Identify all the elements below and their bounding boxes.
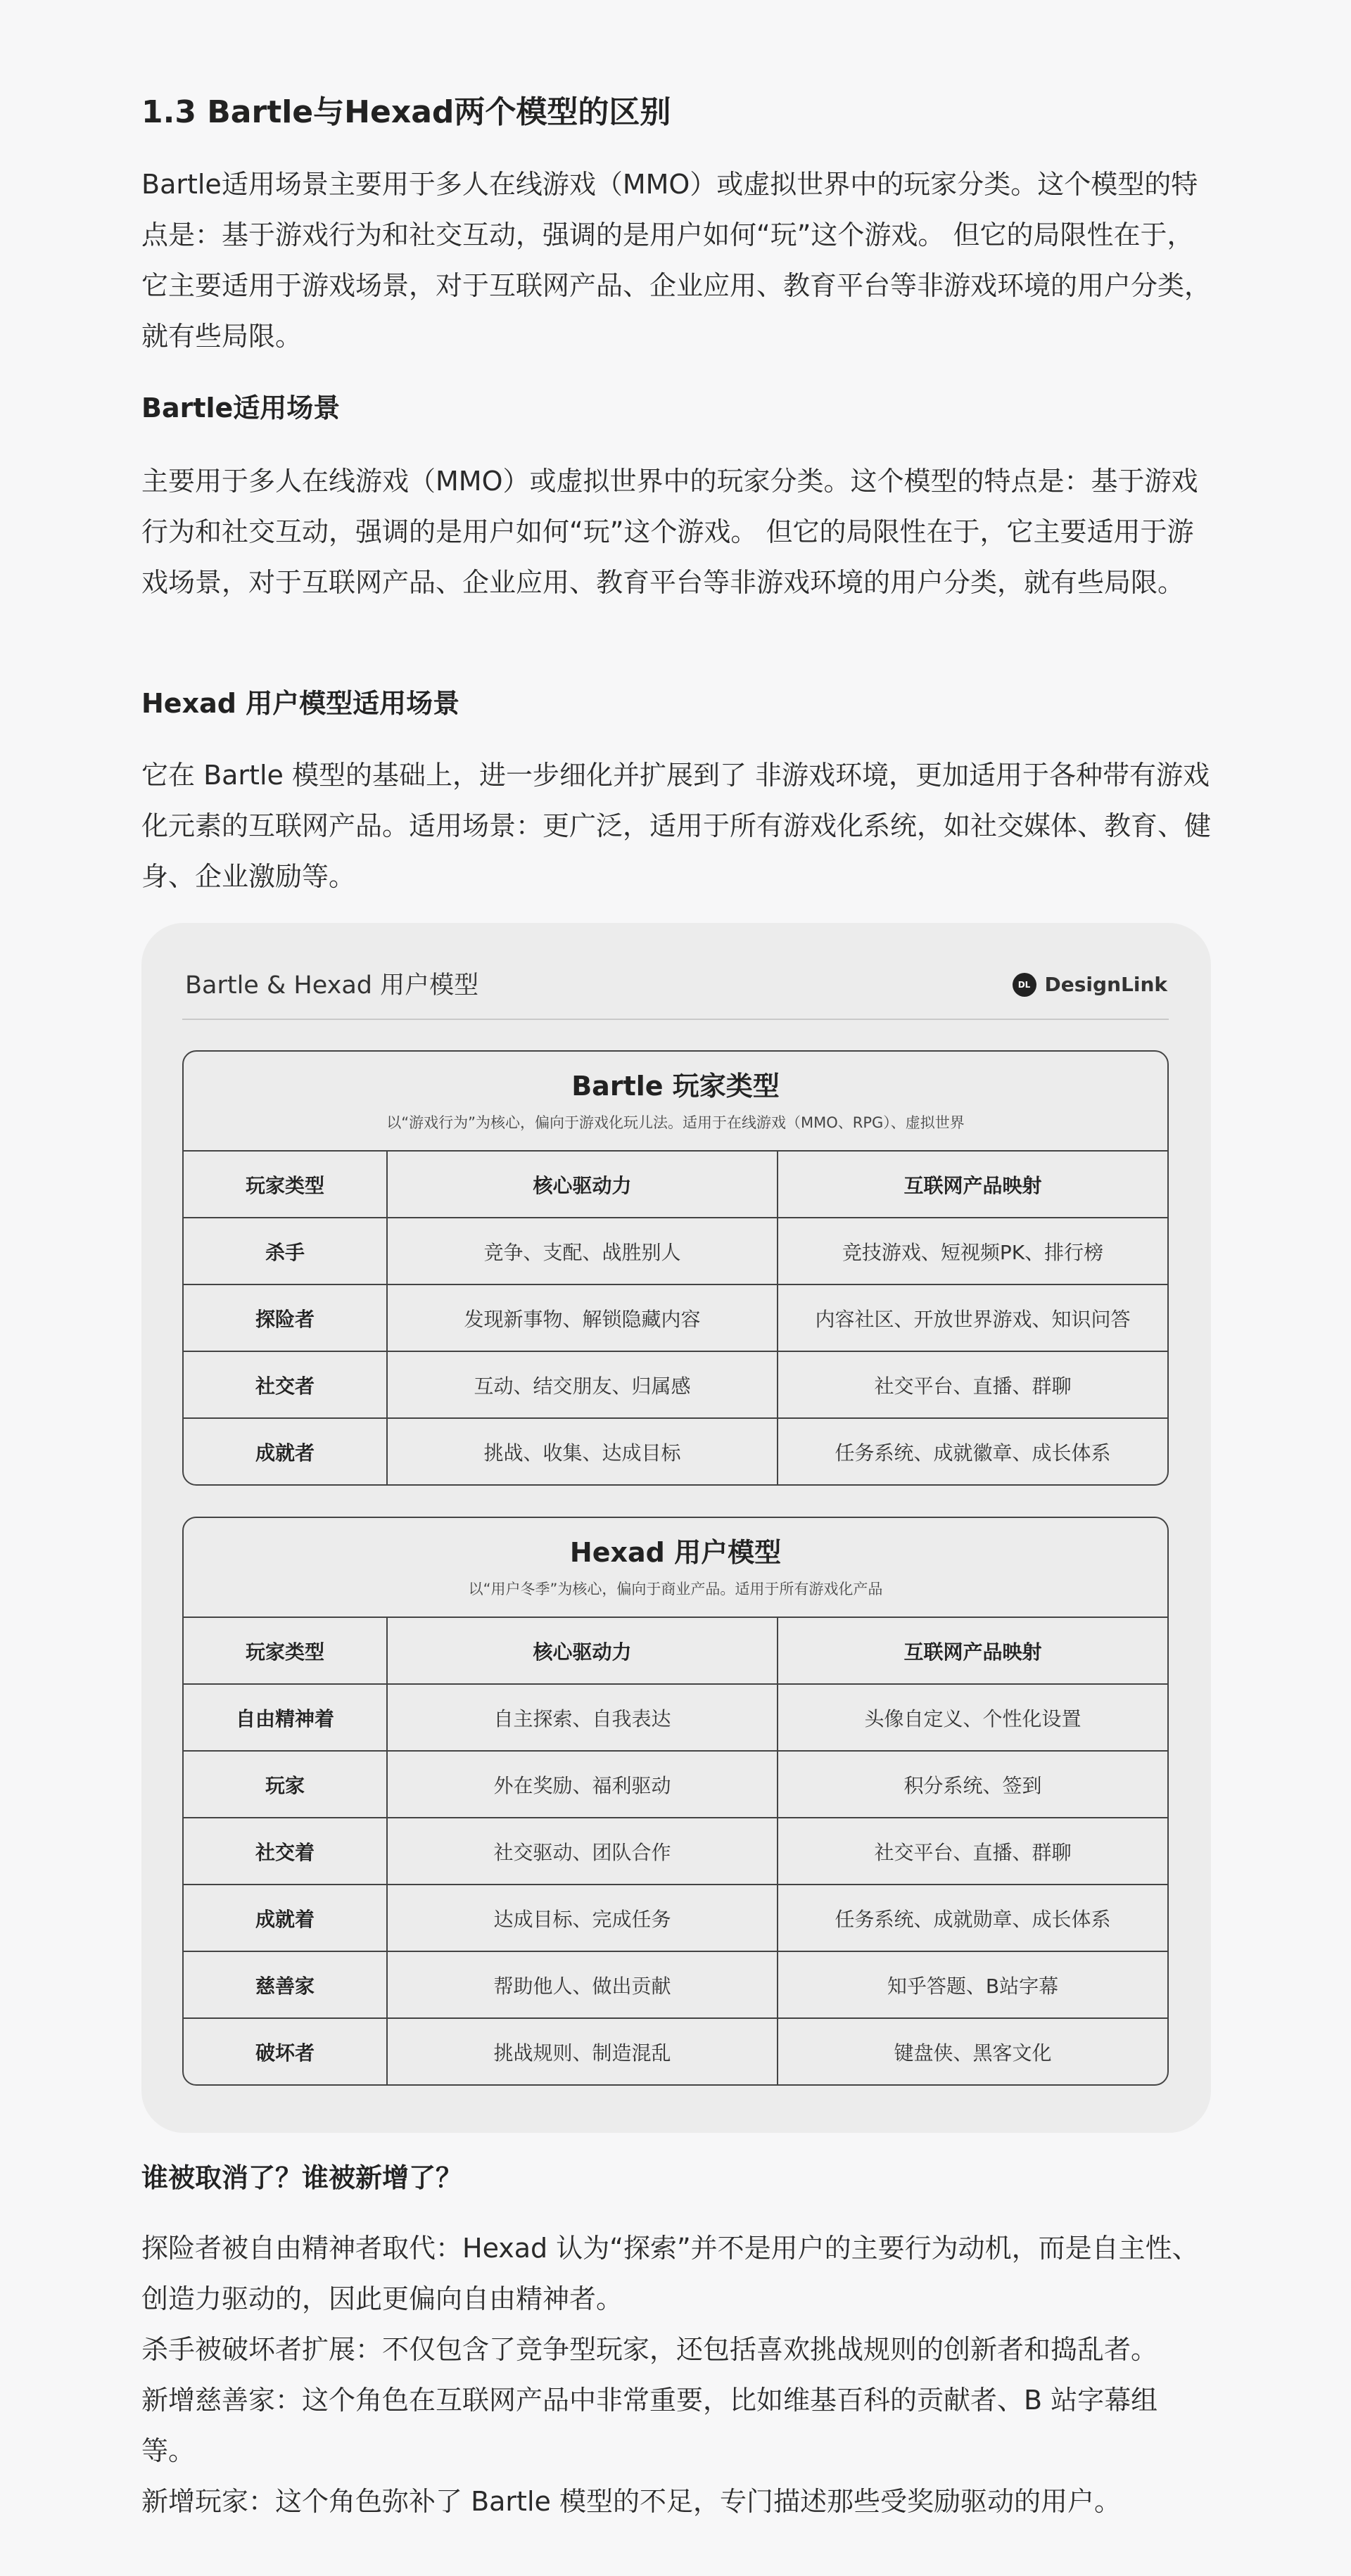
card-title: Bartle & Hexad 用户模型 bbox=[185, 971, 479, 1000]
mapping-cell: 积分系统、签到 bbox=[778, 1751, 1167, 1818]
hexad-table-subtitle: 以“用户冬季”为核心，偏向于商业产品。适用于所有游戏化产品 bbox=[468, 1581, 883, 1598]
outro-line-philanthropist: 新增慈善家：这个角色在互联网产品中非常重要，比如维基百科的贡献者、B 站字幕组等。 bbox=[141, 2385, 1158, 2466]
table-row bbox=[184, 1751, 1167, 1818]
outro-line-killer: 杀手被破坏者扩展：不仅包含了竞争型玩家，还包括喜欢挑战规则的创新者和捣乱者。 bbox=[141, 2334, 1158, 2365]
player-type-cell: 自由精神着 bbox=[184, 1684, 387, 1751]
bartle-table-subtitle: 以“游戏行为”为核心，偏向于游戏化玩儿法。适用于在线游戏（MMO、RPG）、虚拟世界 bbox=[386, 1114, 965, 1131]
hexad-heading: Hexad 用户模型适用场景 bbox=[141, 688, 460, 719]
brand bbox=[1013, 971, 1167, 999]
driver-cell: 发现新事物、解锁隐藏内容 bbox=[387, 1284, 778, 1351]
bartle-paragraph: 主要用于多人在线游戏（MMO）或虚拟世界中的玩家分类。这个模型的特点是：基于游戏行为和社交互动，强调的是用户如何“玩”这个游戏。 但它的局限性在于，它主要适用于游戏场景，对于互联网产品、企业应用、教育平台等非游戏环境的用户分类，就有些局限。 bbox=[141, 466, 1198, 598]
player-type-cell: 成就者 bbox=[184, 1418, 387, 1484]
hexad-model-table bbox=[182, 1517, 1169, 2086]
table-row bbox=[184, 1284, 1167, 1351]
mapping-cell: 任务系统、成就徽章、成长体系 bbox=[778, 1418, 1167, 1484]
player-type-cell: 杀手 bbox=[184, 1218, 387, 1284]
outro-line-explorer: 探险者被自由精神者取代：Hexad 认为“探索”并不是用户的主要行为动机，而是自主性、创造力驱动的，因此更偏向自由精神者。 bbox=[141, 2233, 1199, 2314]
mapping-cell: 社交平台、直播、群聊 bbox=[778, 1351, 1167, 1418]
table-row bbox=[184, 1818, 1167, 1885]
mapping-cell: 知乎答题、B站字幕 bbox=[778, 1951, 1167, 2018]
model-comparison-card bbox=[141, 923, 1211, 2133]
column-header: 玩家类型 bbox=[245, 1640, 324, 1664]
bartle-heading: Bartle适用场景 bbox=[141, 393, 341, 423]
driver-cell: 达成目标、完成任务 bbox=[387, 1885, 778, 1951]
driver-cell: 互动、结交朋友、归属感 bbox=[387, 1351, 778, 1418]
player-type-cell: 社交者 bbox=[184, 1351, 387, 1418]
section-title: 1.3 Bartle与Hexad两个模型的区别 bbox=[141, 94, 671, 130]
hexad-paragraph: 它在 Bartle 模型的基础上，进一步细化并扩展到了 非游戏环境，更加适用于各种带有游戏化元素的互联网产品。适用场景：更广泛，适用于所有游戏化系统，如社交媒体、教育、健身、企业激励等。 bbox=[141, 760, 1212, 892]
bartle-model-table bbox=[182, 1050, 1169, 1486]
table-row bbox=[184, 1885, 1167, 1951]
bartle-table-header bbox=[184, 1052, 1167, 1152]
table-row bbox=[184, 2018, 1167, 2084]
player-type-cell: 慈善家 bbox=[184, 1951, 387, 2018]
bartle-table bbox=[184, 1152, 1167, 1484]
table-header-row bbox=[184, 1618, 1167, 1684]
table-row bbox=[184, 1951, 1167, 2018]
table-row bbox=[184, 1218, 1167, 1284]
table-row bbox=[184, 1351, 1167, 1418]
column-header: 互联网产品映射 bbox=[778, 1618, 1167, 1684]
driver-cell: 竞争、支配、战胜别人 bbox=[387, 1218, 778, 1284]
hexad-table-header bbox=[184, 1518, 1167, 1618]
column-header: 玩家类型 bbox=[245, 1173, 324, 1197]
table-row bbox=[184, 1418, 1167, 1484]
mapping-cell: 头像自定义、个性化设置 bbox=[778, 1684, 1167, 1751]
column-header: 核心驱动力 bbox=[387, 1152, 778, 1218]
driver-cell: 外在奖励、福利驱动 bbox=[387, 1751, 778, 1818]
mapping-cell: 任务系统、成就勋章、成长体系 bbox=[778, 1885, 1167, 1951]
hexad-table bbox=[184, 1618, 1167, 2084]
driver-cell: 帮助他人、做出贡献 bbox=[387, 1951, 778, 2018]
player-type-cell: 玩家 bbox=[184, 1751, 387, 1818]
mapping-cell: 键盘侠、黑客文化 bbox=[778, 2018, 1167, 2084]
driver-cell: 挑战、收集、达成目标 bbox=[387, 1418, 778, 1484]
intro-paragraph: Bartle适用场景主要用于多人在线游戏（MMO）或虚拟世界中的玩家分类。这个模型的特点是：基于游戏行为和社交互动，强调的是用户如何“玩”这个游戏。 但它的局限性在于，它主要适用于游戏场景，对于互联网产品、企业应用、教育平台等非游戏环境的用户分类，就有些局限。 bbox=[141, 169, 1212, 352]
driver-cell: 自主探索、自我表达 bbox=[387, 1684, 778, 1751]
brand-name: DesignLink bbox=[1044, 973, 1167, 996]
mapping-cell: 社交平台、直播、群聊 bbox=[778, 1818, 1167, 1885]
hexad-table-title: Hexad 用户模型 bbox=[569, 1537, 782, 1568]
outro-heading: 谁被取消了？谁被新增了？ bbox=[141, 2162, 463, 2193]
designlink-logo-icon: DL bbox=[1013, 973, 1036, 997]
player-type-cell: 破坏者 bbox=[184, 2018, 387, 2084]
mapping-cell: 内容社区、开放世界游戏、知识问答 bbox=[778, 1284, 1167, 1351]
card-divider bbox=[182, 1019, 1169, 1020]
column-header: 互联网产品映射 bbox=[778, 1152, 1167, 1218]
table-header-row bbox=[184, 1152, 1167, 1218]
player-type-cell: 社交着 bbox=[184, 1818, 387, 1885]
driver-cell: 挑战规则、制造混乱 bbox=[387, 2018, 778, 2084]
bartle-table-title: Bartle 玩家类型 bbox=[571, 1071, 780, 1102]
card-header bbox=[185, 958, 1167, 1014]
column-header: 核心驱动力 bbox=[387, 1618, 778, 1684]
driver-cell: 社交驱动、团队合作 bbox=[387, 1818, 778, 1885]
player-type-cell: 探险者 bbox=[184, 1284, 387, 1351]
table-row bbox=[184, 1684, 1167, 1751]
player-type-cell: 成就着 bbox=[184, 1885, 387, 1951]
outro-line-player: 新增玩家：这个角色弥补了 Bartle 模型的不足，专门描述那些受奖励驱动的用户。 bbox=[141, 2486, 1121, 2517]
mapping-cell: 竞技游戏、短视频PK、排行榜 bbox=[778, 1218, 1167, 1284]
